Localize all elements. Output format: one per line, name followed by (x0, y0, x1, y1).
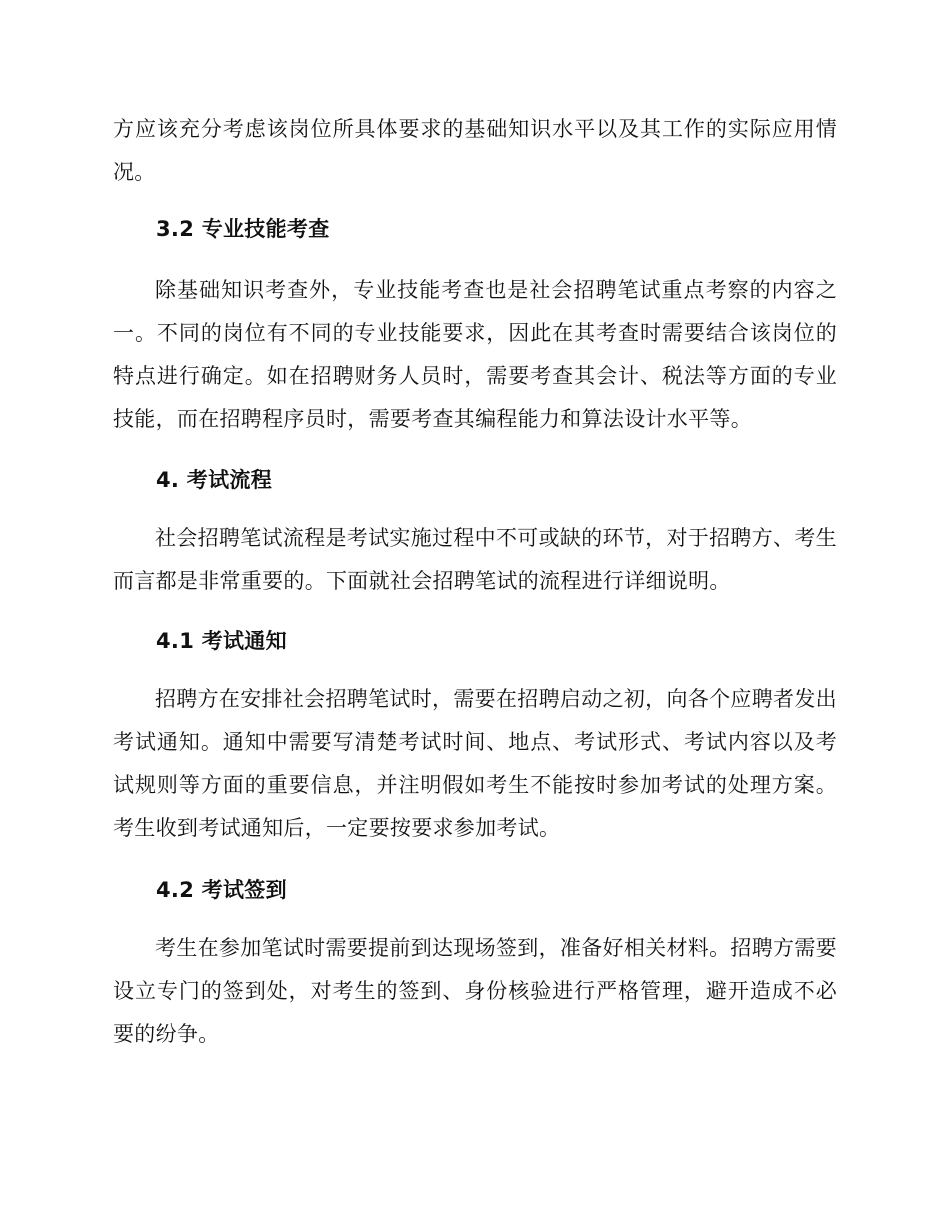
paragraph-continuation: 方应该充分考虑该岗位所具体要求的基础知识水平以及其工作的实际应用情况。 (113, 117, 837, 184)
paragraph-exam-checkin: 考生在参加笔试时需要提前到达现场签到，准备好相关材料。招聘方需要设立专门的签到处，对考生的签到、身份核验进行严格管理，避开造成不必要的纷争。 (113, 936, 837, 1046)
paragraph-exam-notice: 招聘方在安排社会招聘笔试时，需要在招聘启动之初，向各个应聘者发出考试通知。通知中需要写清楚考试时间、地点、考试形式、考试内容以及考试规则等方面的重要信息，并注明假如考生不能按时参加考试的处理方案。考生收到考试通知后，一定要按要求参加考试。 (113, 687, 837, 840)
section-heading-3-2: 3.2 专业技能考查 (156, 217, 330, 241)
section-heading-4: 4. 考试流程 (156, 468, 272, 492)
paragraph-exam-process: 社会招聘笔试流程是考试实施过程中不可或缺的环节，对于招聘方、考生而言都是非常重要的。下面就社会招聘笔试的流程进行详细说明。 (113, 526, 837, 593)
section-heading-4-2: 4.2 考试签到 (156, 878, 287, 902)
section-heading-4-1: 4.1 考试通知 (156, 629, 287, 653)
paragraph-professional-skills: 除基础知识考查外，专业技能考查也是社会招聘笔试重点考察的内容之一。不同的岗位有不同的专业技能要求，因此在其考查时需要结合该岗位的特点进行确定。如在招聘财务人员时，需要考查其会计、税法等方面的专业技能，而在招聘程序员时，需要考查其编程能力和算法设计水平等。 (113, 278, 837, 431)
